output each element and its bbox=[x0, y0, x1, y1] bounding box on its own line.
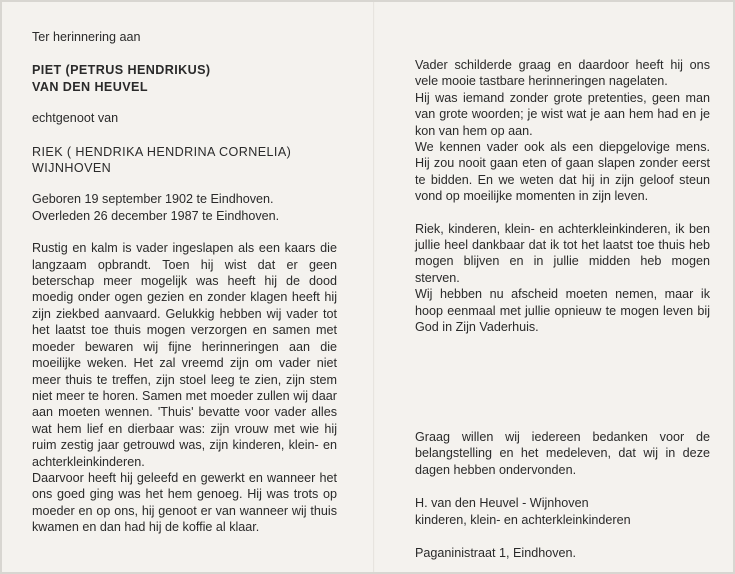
deceased-name-line2: VAN DEN HEUVEL bbox=[32, 79, 148, 94]
signature-line2: kinderen, klein- en achterkleinkinderen bbox=[415, 512, 631, 527]
address-line: Paganinistraat 1, Eindhoven. bbox=[415, 546, 577, 561]
right-paragraph-1: Vader schilderde graag en daardoor heeft hij ons vele mooie tastbare herinneringen nagelaten. bbox=[415, 58, 710, 89]
card-fold bbox=[373, 2, 375, 572]
right-paragraph-4: Riek, kinderen, klein- en achterkleinkinderen, ik ben jullie heel dankbaar dat ik tot het laatst toe thuis heb mogen blijven en in jullie midden heb mogen sterven. bbox=[415, 221, 710, 285]
remembrance-text: Rustig en kalm is vader ingeslapen als een kaars die langzaam opbrandt. Toen hij wist dat er geen beterschap meer mogelijk was heeft hij de dood moedig onder ogen gezien en zonder klagen heeft hij zijn ziekbed aanvaard. Gelukkig hebben wij vader tot het laatst toe thuis mogen verzorgen en samen met moeder bewaren wij fijne herinneringen aan die moeilijke weken. Het zal vreemd zijn om vader niet meer thuis te treffen, zijn stoel leeg te zien, zijn stem niet meer te horen. Samen met moeder zullen wij daar aan moeten wennen. 'Thuis' bevatte voor vader alles wat hem lief en dierbaar was: zijn vrouw met wie hij ruim zestig jaar getrouwd was, zijn kinderen, klein- en achterkleinkinderen. bbox=[32, 241, 337, 469]
remembrance-text-2: Daarvoor heeft hij geleefd en gewerkt en wanneer het ons goed ging was het hem genoeg. Hij was trots op moeder en op ons, hij genoot er van wanneer wij thuis kwamen en dan had hij de koffie al klaar. bbox=[32, 470, 337, 535]
right-paragraph-3: We kennen vader ook als een diepgelovige mens. Hij zou nooit gaan eten of gaan slapen zonder eerst te bidden. En we weten dat hij in zijn geloof steun vond op moeilijke momenten in zijn leven. bbox=[415, 140, 710, 204]
deceased-name-line1: PIET (PETRUS HENDRIKUS) bbox=[32, 63, 211, 78]
birth-line: Geboren 19 september 1902 te Eindhoven. bbox=[32, 192, 274, 207]
memorial-card bbox=[2, 2, 733, 572]
right-paragraph-2: Hij was iemand zonder grote pretenties, geen man van grote woorden; je wist wat je aan hem had en je kon van hem op aan. bbox=[415, 90, 710, 138]
right-panel bbox=[415, 57, 710, 336]
left-panel bbox=[32, 29, 337, 536]
spouse-intro: echtgenoot van bbox=[32, 111, 119, 126]
thanks-text: Graag willen wij iedereen bedanken voor de belangstelling en het medeleven, dat wij in deze dagen hebben ondervonden. bbox=[415, 430, 710, 477]
spouse-name-line1: RIEK ( HENDRIKA HENDRINA CORNELIA) bbox=[32, 144, 292, 159]
spouse-name-line2: WIJNHOVEN bbox=[32, 161, 112, 176]
intro-text: Ter herinnering aan bbox=[32, 30, 141, 44]
death-line: Overleden 26 december 1987 te Eindhoven. bbox=[32, 208, 280, 223]
right-paragraph-5: Wij hebben nu afscheid moeten nemen, maar ik hoop eenmaal met jullie opnieuw te mogen leven bij God in Zijn Vaderhuis. bbox=[415, 287, 710, 335]
thanks-panel bbox=[415, 429, 710, 561]
signature-line1: H. van den Heuvel - Wijnhoven bbox=[415, 496, 589, 511]
